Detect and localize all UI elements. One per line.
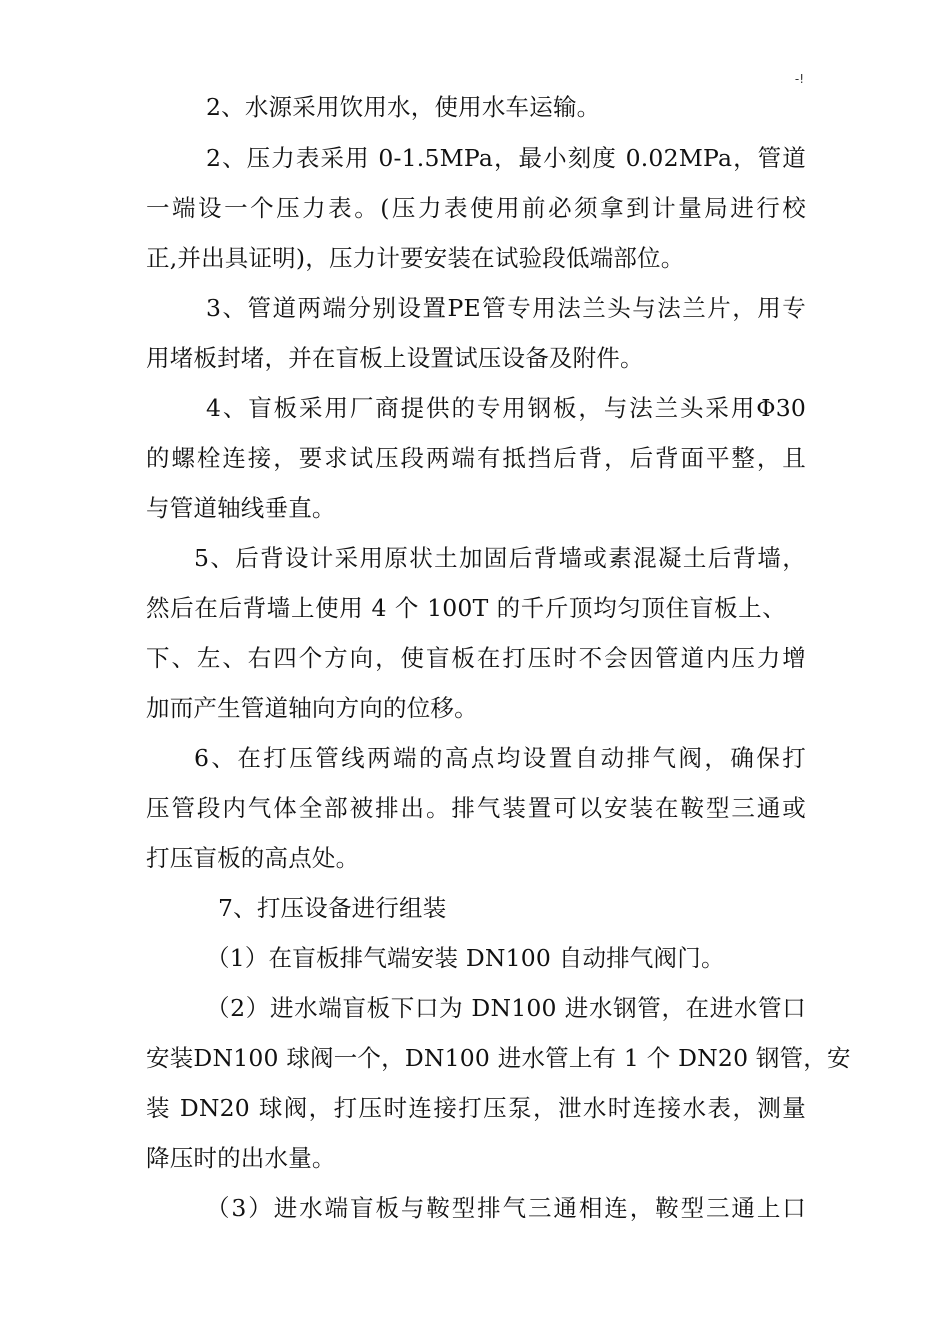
text-line: （3）进水端盲板与鞍型排气三通相连，鞍型三通上口 <box>206 1194 806 1222</box>
text-line: 加而产生管道轴向方向的位移。 <box>146 694 478 722</box>
text-line: 3、管道两端分别设置PE管专用法兰头与法兰片，用专 <box>206 294 806 322</box>
text-line: （1）在盲板排气端安装 DN100 自动排气阀门。 <box>206 944 725 972</box>
text-line: 安装DN100 球阀一个，DN100 进水管上有 1 个 DN20 钢管，安 <box>146 1044 851 1072</box>
text-line: （2）进水端盲板下口为 DN100 进水钢管，在进水管口 <box>206 994 806 1022</box>
text-line: 打压盲板的高点处。 <box>146 844 360 872</box>
text-line: 一端设一个压力表。(压力表使用前必须拿到计量局进行校 <box>146 194 806 222</box>
page-mark: -! <box>794 72 804 86</box>
text-line: 4、盲板采用厂商提供的专用钢板，与法兰头采用Φ30 <box>206 394 806 422</box>
text-line: 的螺栓连接，要求试压段两端有抵挡后背，后背面平整，且 <box>146 444 806 472</box>
text-line: 用堵板封堵，并在盲板上设置试压设备及附件。 <box>146 344 644 372</box>
text-line: 与管道轴线垂直。 <box>146 494 336 522</box>
text-line: 5、后背设计采用原状土加固后背墙或素混凝土后背墙， <box>194 544 806 572</box>
text-line: 装 DN20 球阀，打压时连接打压泵，泄水时连接水表，测量 <box>146 1094 806 1122</box>
text-line: 6、在打压管线两端的高点均设置自动排气阀，确保打 <box>194 744 806 772</box>
text-line: 下、左、右四个方向，使盲板在打压时不会因管道内压力增 <box>146 644 806 672</box>
text-line: 然后在后背墙上使用 4 个 100T 的千斤顶均匀顶住盲板上、 <box>146 594 786 622</box>
text-line: 7、打压设备进行组装 <box>218 894 447 922</box>
text-line: 降压时的出水量。 <box>146 1144 336 1172</box>
text-line: 正,并出具证明)，压力计要安装在试验段低端部位。 <box>146 244 685 272</box>
text-line: 压管段内气体全部被排出。排气装置可以安装在鞍型三通或 <box>146 794 806 822</box>
text-line: 2、压力表采用 0-1.5MPa，最小刻度 0.02MPa，管道 <box>206 144 806 172</box>
text-line: 2、水源采用饮用水，使用水车运输。 <box>206 93 601 121</box>
